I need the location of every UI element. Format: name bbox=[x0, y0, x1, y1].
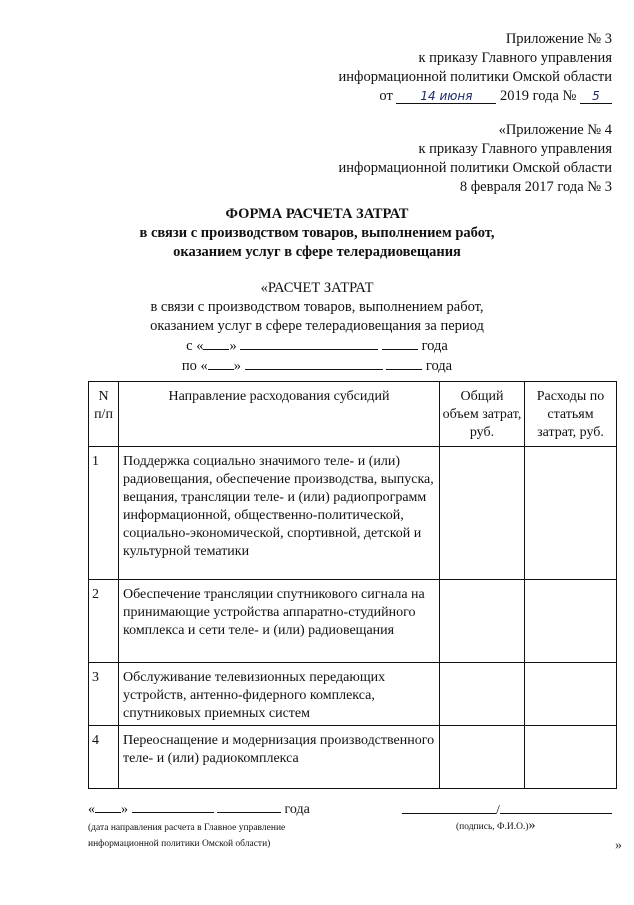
annex-current-line2: к приказу Главного управления bbox=[418, 50, 612, 66]
annex-year-text: 2019 года № bbox=[500, 88, 577, 104]
header-direction: Направление расходования субсидий bbox=[119, 382, 440, 447]
annex-previous-header bbox=[339, 121, 612, 197]
row-total-cell[interactable] bbox=[440, 580, 525, 663]
period-to-line bbox=[0, 356, 634, 376]
closing-quote: » bbox=[528, 818, 536, 833]
row-number: 4 bbox=[89, 726, 119, 789]
annex-current-date-line bbox=[339, 87, 612, 106]
calc-title-line2: в связи с производством товаров, выполнением работ, bbox=[150, 299, 484, 315]
row-number: 1 bbox=[89, 447, 119, 580]
period-to-day-blank bbox=[208, 356, 234, 370]
signature-blank[interactable] bbox=[402, 800, 496, 814]
signer-name-blank[interactable] bbox=[500, 800, 612, 814]
calculation-title bbox=[0, 279, 634, 376]
period-from-month-blank bbox=[240, 336, 378, 350]
row-direction: Обслуживание телевизионных передающих устройств, антенно-фидерного комплекса, спутниковых приемных систем bbox=[119, 663, 440, 726]
cost-table bbox=[88, 381, 617, 789]
table-row bbox=[89, 447, 617, 580]
header-number-line2: п/п bbox=[94, 407, 113, 422]
row-items-cell[interactable] bbox=[525, 663, 617, 726]
row-total-cell[interactable] bbox=[440, 447, 525, 580]
row-number: 3 bbox=[89, 663, 119, 726]
row-total-cell[interactable] bbox=[440, 663, 525, 726]
signature-slash: / bbox=[496, 803, 500, 818]
period-to-month-blank bbox=[245, 356, 383, 370]
row-items-cell[interactable] bbox=[525, 447, 617, 580]
footer-date-open: « bbox=[88, 802, 95, 817]
period-to-year-word: года bbox=[425, 358, 453, 374]
header-number bbox=[89, 382, 119, 447]
footer-year-blank[interactable] bbox=[217, 800, 281, 813]
annex-previous-line3: информационной политики Омской области bbox=[338, 160, 612, 176]
annex-current-line1: Приложение № 3 bbox=[505, 31, 612, 47]
footer-signature-caption bbox=[456, 818, 536, 835]
footer-date-caption-line1: (дата направления расчета в Главное управление bbox=[88, 823, 286, 833]
footer-month-blank[interactable] bbox=[132, 800, 214, 813]
period-from-line bbox=[0, 336, 634, 356]
annex-previous-line1: «Приложение № 4 bbox=[498, 122, 612, 138]
period-from-day-blank bbox=[203, 336, 229, 350]
period-to-quote: » bbox=[233, 358, 242, 374]
annex-date-prefix: от bbox=[379, 88, 393, 104]
footer-date-close: » bbox=[121, 802, 128, 817]
period-from-quote: » bbox=[229, 338, 237, 354]
signature-caption-text: (подпись, Ф.И.О.) bbox=[456, 822, 529, 832]
footer-day-blank[interactable] bbox=[95, 800, 121, 813]
header-number-line1: N bbox=[98, 389, 109, 404]
form-title-line2: в связи с производством товаров, выполнением работ, bbox=[139, 225, 495, 241]
annex-handwritten-number: 5 bbox=[580, 89, 612, 104]
table-row bbox=[89, 726, 617, 789]
footer-date-caption-line2: информационной политики Омской области) bbox=[88, 839, 271, 849]
period-from-year-blank bbox=[382, 336, 418, 350]
table-row bbox=[89, 580, 617, 663]
header-items: Расходы по статьям затрат, руб. bbox=[525, 382, 617, 447]
row-direction: Переоснащение и модернизация производственного теле- и (или) радиокомплекса bbox=[119, 726, 440, 789]
row-items-cell[interactable] bbox=[525, 580, 617, 663]
footer-year-word: года bbox=[284, 802, 310, 817]
row-total-cell[interactable] bbox=[440, 726, 525, 789]
calc-title-line1: «РАСЧЕТ ЗАТРАТ bbox=[260, 280, 374, 296]
header-total: Общий объем затрат, руб. bbox=[440, 382, 525, 447]
table-row bbox=[89, 663, 617, 726]
annex-handwritten-date: 14 июня bbox=[396, 89, 496, 104]
annex-previous-line4: 8 февраля 2017 года № 3 bbox=[459, 179, 612, 195]
annex-current-header bbox=[339, 30, 612, 106]
row-number: 2 bbox=[89, 580, 119, 663]
annex-current-line3: информационной политики Омской области bbox=[338, 69, 612, 85]
row-items-cell[interactable] bbox=[525, 726, 617, 789]
form-title-line3: оказанием услуг в сфере телерадиовещания bbox=[173, 244, 461, 260]
footer-date-line bbox=[88, 800, 310, 818]
margin-quote-mark: » bbox=[615, 838, 622, 853]
annex-previous-line2: к приказу Главного управления bbox=[418, 141, 612, 157]
table-header-row bbox=[89, 382, 617, 447]
footer-date-caption bbox=[88, 820, 285, 852]
row-direction: Поддержка социально значимого теле- и (или) радиовещания, обеспечение производства, выпуска, вещания, трансляции теле- и (или) радиопрограмм информационной, общественно-политической, социально-экономической, спортивной, детской и культурной тематики bbox=[119, 447, 440, 580]
calc-title-line3: оказанием услуг в сфере телерадиовещания за период bbox=[150, 318, 484, 334]
footer-signature-line bbox=[402, 800, 612, 819]
row-direction: Обеспечение трансляции спутникового сигнала на принимающие устройства аппаратно-студийного комплекса и сети теле- и (или) радиовещания bbox=[119, 580, 440, 663]
period-to-prefix: по « bbox=[181, 358, 208, 374]
form-title-line1: ФОРМА РАСЧЕТА ЗАТРАТ bbox=[225, 206, 409, 222]
form-title bbox=[0, 205, 634, 262]
period-from-year-word: года bbox=[421, 338, 448, 354]
period-from-prefix: с « bbox=[186, 338, 204, 354]
period-to-year-blank bbox=[386, 356, 422, 370]
